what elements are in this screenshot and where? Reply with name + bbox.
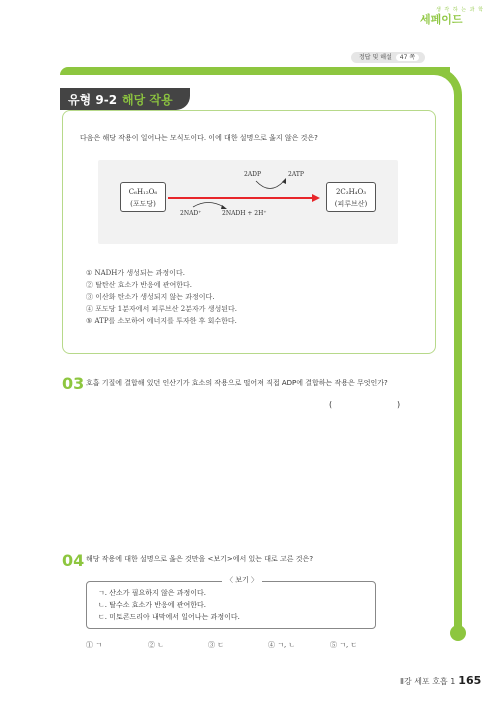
glycolysis-diagram: [98, 160, 398, 244]
label-2atp: 2ATP: [288, 171, 304, 178]
problem-question: 다음은 해당 작용이 일어나는 모식도이다. 이에 대한 설명으로 옳지 않은 것은?: [80, 134, 318, 142]
frame-right-bar: [454, 100, 462, 630]
answer-reference-page: 47 쪽: [396, 54, 419, 61]
question-03-number: 03: [62, 374, 85, 393]
frame-end-dot: [450, 625, 466, 641]
choice-1: ① ㄱ: [86, 641, 102, 649]
nad-curve-arrow-head: [221, 205, 227, 209]
answer-reference-label: 정답 및 해설: [359, 54, 392, 61]
page-number: 165: [458, 674, 482, 687]
option-4: ④ 포도당 1분자에서 피루브산 2분자가 생성된다.: [86, 305, 237, 313]
bogi-item-2: ㄴ. 탈수소 효소가 반응에 관여한다.: [98, 601, 207, 609]
glucose-box: [120, 182, 166, 212]
atp-curve-arrow-head: [282, 178, 286, 184]
pyruvate-box: [326, 182, 376, 212]
section-title: 해당 작용: [122, 93, 173, 107]
choice-3: ③ ㄷ: [208, 641, 224, 649]
choice-4: ④ ㄱ, ㄴ: [268, 641, 296, 649]
pyruvate-formula: 2C₃H₄O₃: [335, 188, 367, 196]
option-2: ② 탈탄산 효소가 반응에 관여한다.: [86, 281, 193, 289]
option-1: ① NADH가 생성되는 과정이다.: [86, 269, 185, 277]
brand-title: 세페이드: [420, 13, 463, 26]
brand-subtitle: 생 각 하 는 과 학: [436, 7, 484, 13]
option-5: ⑤ ATP를 소모하여 에너지를 투자한 후 회수한다.: [86, 317, 237, 325]
footer-chapter: Ⅱ강 세포 호흡 1: [400, 677, 456, 686]
choice-5: ⑤ ㄱ, ㄷ: [330, 641, 358, 649]
answer-blank-close: ): [397, 400, 401, 409]
section-heading: [68, 91, 173, 108]
bogi-item-1: ㄱ. 산소가 필요하지 않은 과정이다.: [98, 589, 207, 597]
glucose-formula: C₆H₁₂O₆: [128, 188, 158, 196]
page-footer: [400, 674, 481, 687]
bogi-title-text: 보기: [235, 576, 249, 584]
answer-reference: [351, 52, 425, 63]
bogi-item-3: ㄷ. 미토콘드리아 내막에서 일어나는 과정이다.: [98, 613, 240, 621]
question-04-number: 04: [62, 551, 85, 570]
answer-blank-open: (: [329, 400, 333, 409]
label-2adp: 2ADP: [244, 171, 261, 178]
label-2nadh: 2NADH + 2H⁺: [222, 210, 267, 217]
question-03-text: 호흡 기질에 결합해 있던 인산기가 효소의 작용으로 떨어져 직접 ADP에 결합하는 작용은 무엇인가?: [86, 379, 388, 387]
bogi-title: 〈 보기 〉: [222, 575, 262, 585]
option-3: ③ 이산화 탄소가 생성되지 않는 과정이다.: [86, 293, 215, 301]
section-type: 유형 9-2: [68, 93, 118, 107]
main-arrow-head: [312, 194, 320, 202]
nad-curve-arrow: [193, 203, 224, 208]
choice-2: ② ㄴ: [148, 641, 164, 649]
glucose-name: (포도당): [130, 200, 156, 208]
question-04-text: 해당 작용에 대한 설명으로 옳은 것만을 <보기>에서 있는 대로 고른 것은?: [86, 555, 314, 563]
pyruvate-name: (피루브산): [334, 200, 368, 208]
label-2nad: 2NAD⁺: [180, 210, 202, 217]
atp-curve-arrow: [256, 181, 284, 189]
frame-top-bar: [60, 67, 450, 75]
